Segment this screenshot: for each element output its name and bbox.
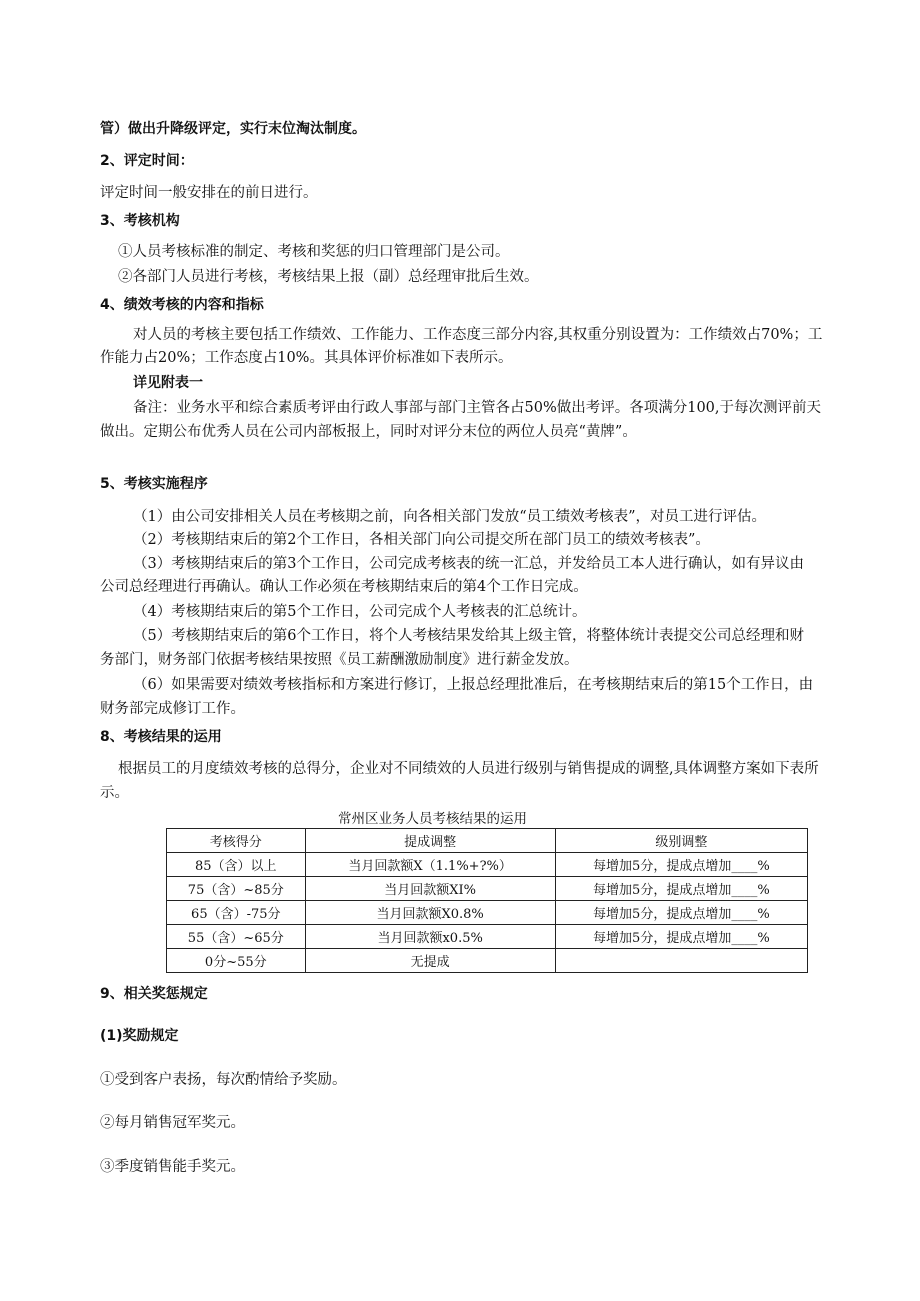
- cell-commission: 当月回款额XI%: [305, 877, 555, 901]
- remark-line-2: 做出。定期公布优秀人员在公司内部板报上，同时对评分末位的两位人员亮“黄牌”。: [100, 424, 637, 440]
- procedure-step-3-line-2: 公司总经理进行再确认。确认工作必须在考核期结束后的第4个工作日完成。: [100, 579, 588, 595]
- heading-rewards-penalties: 9、相关奖惩规定: [100, 986, 208, 1002]
- procedure-step-3-line-1: （3）考核期结束后的第3个工作日，公司完成考核表的统一汇总，并发给员工本人进行确认，如有异议由: [133, 556, 804, 572]
- procedure-step-6-line-1: （6）如果需要对绩效考核指标和方案进行修订，上报总经理批准后，在考核期结束后的第15个工作日，由: [133, 677, 814, 693]
- evaluation-time-text: 评定时间一般安排在的前日进行。: [100, 185, 318, 201]
- reward-rule-2: ②每月销售冠军奖元。: [100, 1115, 245, 1131]
- reward-rule-1: ①受到客户表扬，每次酌情给予奖励。: [100, 1072, 347, 1088]
- assessment-body-item-1: ①人员考核标准的制定、考核和奖惩的归口管理部门是公司。: [118, 244, 510, 260]
- remark-line-1: 备注：业务水平和综合素质考评由行政人事部与部门主管各占50%做出考评。各项满分100,于每次测评前天: [133, 400, 822, 416]
- content-indicators-line-1: 对人员的考核主要包括工作绩效、工作能力、工作态度三部分内容,其权重分别设置为：工作绩效占70%；工: [133, 327, 823, 343]
- cell-score: 85（含）以上: [167, 853, 306, 877]
- cell-level: 每增加5分，提成点增加____%: [555, 853, 807, 877]
- heading-results-usage: 8、考核结果的运用: [100, 729, 222, 745]
- header-level: 级别调整: [555, 829, 807, 853]
- content-indicators-line-2: 作能力占20%；工作态度占10%。其具体评价标准如下表所示。: [100, 350, 513, 366]
- results-table: [166, 828, 808, 973]
- heading-reward-rules: (1)奖励规定: [100, 1028, 179, 1044]
- cell-level: 每增加5分，提成点增加____%: [555, 925, 807, 949]
- reward-rule-3: ③季度销售能手奖元。: [100, 1159, 245, 1175]
- cell-commission: 当月回款额x0.5%: [305, 925, 555, 949]
- cell-level: 每增加5分，提成点增加____%: [555, 877, 807, 901]
- procedure-step-1: （1）由公司安排相关人员在考核期之前，向各相关部门发放“员工绩效考核表”，对员工进行评估。: [133, 509, 767, 525]
- cell-level: 每增加5分，提成点增加____%: [555, 901, 807, 925]
- procedure-step-6-line-2: 财务部完成修订工作。: [100, 701, 245, 717]
- results-usage-line-2: 示。: [100, 785, 129, 801]
- heading-evaluation-time: 2、评定时间：: [100, 153, 194, 169]
- assessment-body-item-2: ②各部门人员进行考核，考核结果上报（副）总经理审批后生效。: [118, 269, 539, 285]
- cell-score: 0分~55分: [167, 949, 306, 973]
- table-row: [167, 901, 808, 925]
- procedure-step-5-line-2: 务部门，财务部门依据考核结果按照《员工薪酬激励制度》进行薪金发放。: [100, 652, 579, 668]
- cell-score: 55（含）~65分: [167, 925, 306, 949]
- table-caption: 常州区业务人员考核结果的运用: [338, 811, 527, 827]
- header-commission: 提成调整: [305, 829, 555, 853]
- cell-score: 65（含）-75分: [167, 901, 306, 925]
- table-row: [167, 853, 808, 877]
- cell-commission: 当月回款额X0.8%: [305, 901, 555, 925]
- cell-level: [555, 949, 807, 973]
- table-header-row: [167, 829, 808, 853]
- procedure-step-4: （4）考核期结束后的第5个工作日，公司完成个人考核表的汇总统计。: [133, 604, 587, 620]
- heading-content-indicators: 4、绩效考核的内容和指标: [100, 297, 264, 313]
- heading-assessment-body: 3、考核机构: [100, 213, 180, 229]
- heading-procedure: 5、考核实施程序: [100, 476, 208, 492]
- table-row: [167, 925, 808, 949]
- table-row: [167, 949, 808, 973]
- cell-commission: 无提成: [305, 949, 555, 973]
- table-row: [167, 877, 808, 901]
- paragraph-continuation: 管）做出升降级评定，实行末位淘汰制度。: [100, 121, 366, 137]
- cell-commission: 当月回款额X（1.1%+?%）: [305, 853, 555, 877]
- cell-score: 75（含）~85分: [167, 877, 306, 901]
- procedure-step-2: （2）考核期结束后的第2个工作日，各相关部门向公司提交所在部门员工的绩效考核表”。: [133, 532, 710, 548]
- procedure-step-5-line-1: （5）考核期结束后的第6个工作日，将个人考核结果发给其上级主管，将整体统计表提交公司总经理和财: [133, 628, 804, 644]
- see-appendix-note: 详见附表一: [133, 375, 203, 391]
- header-score: 考核得分: [167, 829, 306, 853]
- results-usage-line-1: 根据员工的月度绩效考核的总得分，企业对不同绩效的人员进行级别与销售提成的调整,具体调整方案如下表所: [118, 761, 819, 777]
